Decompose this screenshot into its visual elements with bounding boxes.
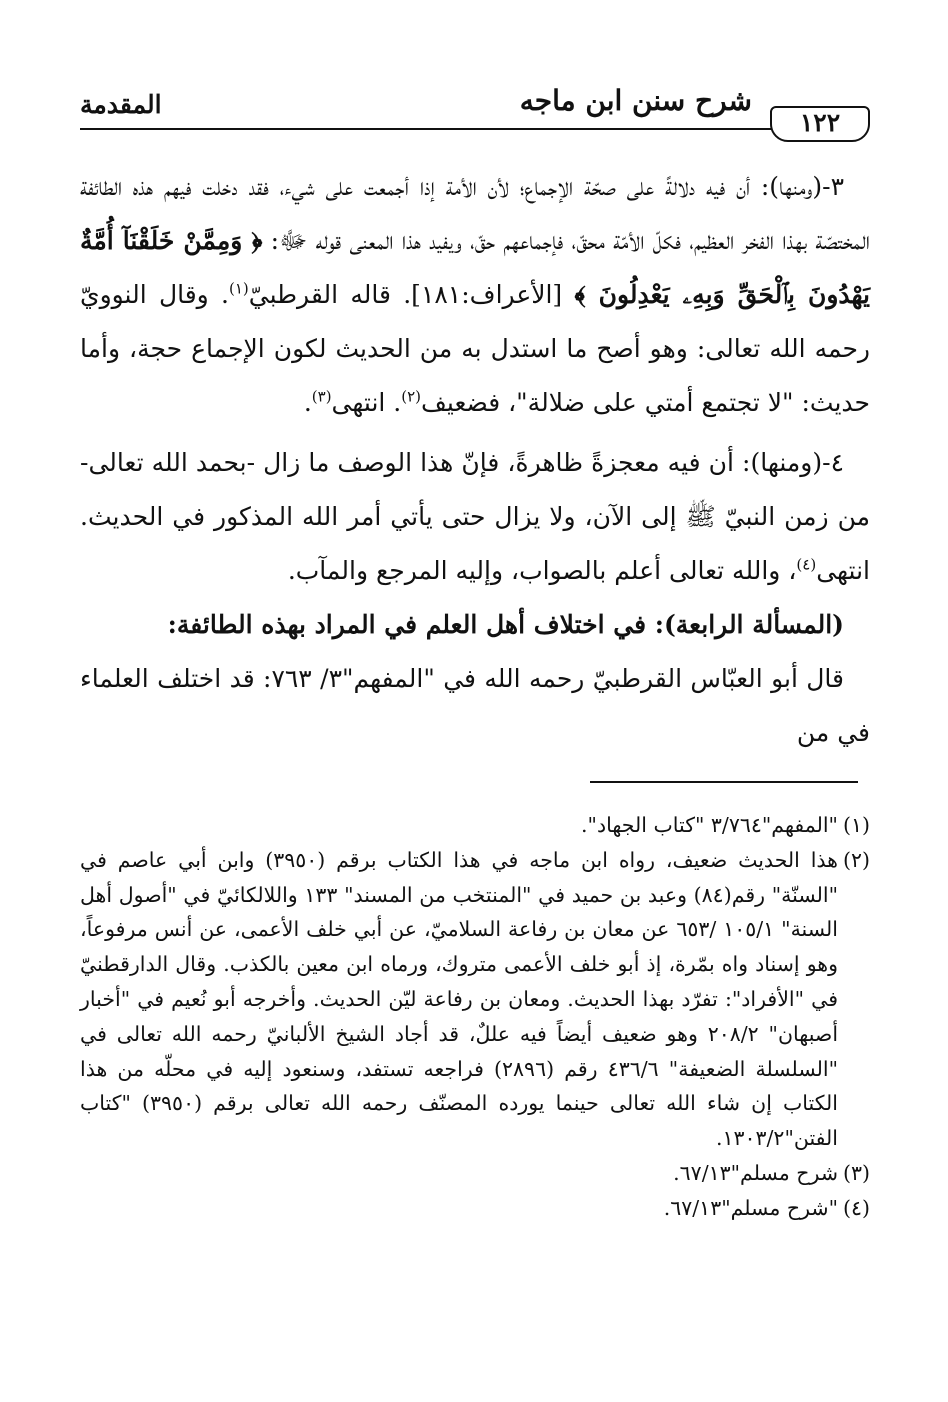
footnote-number: (١) <box>842 813 870 837</box>
footnote-3 <box>80 1156 870 1191</box>
footnote-1 <box>80 808 870 843</box>
page-number: ١٢٢ <box>799 108 841 137</box>
footnote-text: هذا الحديث ضعيف، رواه ابن ماجه في هذا الكتاب برقم (٣٩٥٠) وابن أبي عاصم في "السنّة" رقم(٨٤) وعبد بن حميد في "المنتخب من المسند" ١٣٣ واللالكائيّ في "أصول أهل السنة" ١٠٥/١ /٦٥٣ عن معان بن رفاعة السلاميّ، عن أبي خلف الأعمى، عن أنس مرفوعاً، وهو إسناد واه بمّرة، إذ أبو خلف الأعمى متروك، ورماه ابن معين بالكذب. وقال الدارقطنيّ في "الأفراد": تفرّد بهذا الحديث. ومعان بن رفاعة ليّن الحديث. وأخرجه أبو نُعيم في "أخبار أصبهان" ٢٠٨/٢ وهو ضعيف أيضاً فيه عللٌ، قد أجاد الشيخ الألبانيّ رحمه الله تعالى في "السلسلة الضعيفة" ٤٣٦/٦ رقم (٢٨٩٦) فراجعه تستفد، وسنعود إليه في محلّه من هذا الكتاب إن شاء الله تعالى حينما يورده المصنّف رحمه الله تعالى برقم (٣٩٥٠) "كتاب الفتن"١٣٠٣/٢. <box>80 847 839 1151</box>
section-title: المقدمة <box>80 90 162 119</box>
footnote-text: "المفهم"٣/٧٦٤ "كتاب الجهاد". <box>581 813 838 837</box>
quran-verse: ﴿ وَمِمَّنْ خَلَقْنَآ أُمَّةٌ يَهْدُونَ بِٱلْحَقِّ وَبِهِۦ يَعْدِلُونَ ﴾ <box>80 226 871 309</box>
footnote-number: (٢) <box>842 847 870 872</box>
text-line: . <box>303 388 312 417</box>
text-line: والله تعالى أعلم بالصواب، وإليه المرجع والمآب. <box>287 556 781 585</box>
footnote-4 <box>80 1191 870 1226</box>
footnote-number: (٤) <box>842 1195 870 1220</box>
text-line: . انتهى <box>331 388 402 417</box>
text-line: ٣-(ومنها): أن فيه دلالةً على صحّة الإجماع؛ لأن الأمة إذا أجمعت على شيء، <box>279 172 844 201</box>
main-text <box>80 160 870 760</box>
footnote-divider <box>590 781 858 783</box>
footnotes <box>80 808 870 1226</box>
text-line: . وقال النوويّ رحمه الله تعالى: وهو أصح ما استدل <box>80 280 870 363</box>
footnote-ref[interactable]: (١) <box>229 279 249 298</box>
book-title: شرح سنن ابن ماجه <box>519 84 752 117</box>
text-line: من زمن النبيّ ﷺ إلى الآن، ولا يزال حتى يأتي أمر الله المذكور في الحديث. انتهى <box>80 502 870 585</box>
text-line: به من الحديث لكون الإجماع حجة، وأما حديث: "لا تجتمع أمتي على ضلالة"، <box>80 334 870 417</box>
footnote-text: شرح مسلم"٦٧/١٣. <box>673 1160 838 1185</box>
text-line: فضعيف <box>421 388 501 417</box>
text-line: ، <box>788 556 797 585</box>
text-line: ويفيد هذا المعنى قوله ﷻ: <box>262 226 462 255</box>
masala-heading: (المسألة الرابعة): في اختلاف أهل العلم في المراد بهذه الطائفة: <box>167 610 844 639</box>
page-number-box <box>770 106 870 142</box>
paragraph-point-3 <box>80 160 870 430</box>
footnote-ref[interactable]: (٣) <box>311 387 332 406</box>
text-line: [الأعراف:١٨١]. قاله القرطبيّ <box>248 280 563 309</box>
paragraph-point-4 <box>80 436 870 598</box>
page-header <box>80 78 870 148</box>
footnote-ref[interactable]: (٤) <box>796 555 817 574</box>
footnote-number: (٣) <box>842 1160 870 1185</box>
footnote-2 <box>80 843 870 1156</box>
footnote-ref[interactable]: (٢) <box>401 387 422 406</box>
text-line: فقد دخلت فيهم هذه الطائفة المختصّة بهذا الفخر العظيم، فكلّ الأمّة محقّ، فإجماعهم حقّ، <box>80 172 870 255</box>
paragraph-quote-start: قال أبو العبّاس القرطبيّ رحمه الله في "المفهم"٣/ ٧٦٣: قد اختلف العلماء في من <box>80 664 870 747</box>
text-line: ٤-(ومنها): أن فيه معجزةً ظاهرةً، فإنّ هذا الوصف ما زال -بحمد الله تعالى- <box>80 448 844 477</box>
header-rule <box>80 128 810 130</box>
footnote-text: "شرح مسلم"٦٧/١٣. <box>663 1195 838 1220</box>
